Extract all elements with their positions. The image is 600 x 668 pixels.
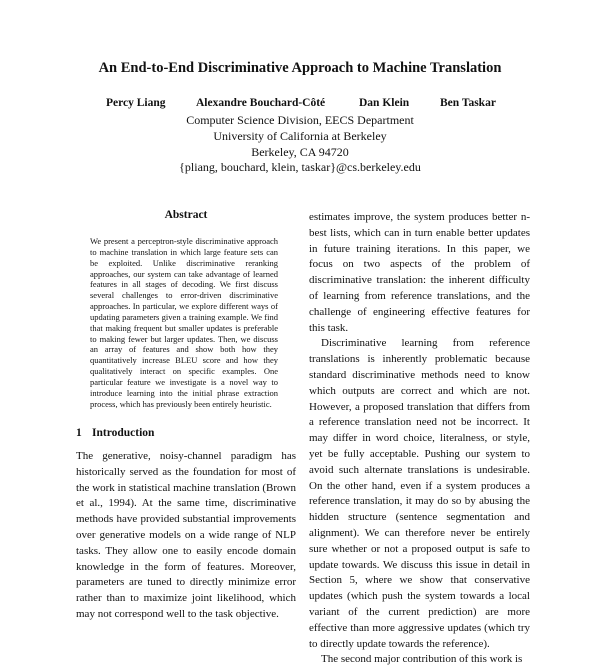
body-paragraph: Discriminative learning from reference translations is inherently problematic because standard discriminative methods need to know which outputs are correct and which are not. However, a proposed translation that differs from a reference translation need not be incorrect. It may differ in word choice, literalness, or style, yet be fully acceptable. Pushing our system to avoid such alternate translations is undesirable. On the other hand, even if a system produces a reference translation, it may do so by abusing the hidden structure (sentence segmentation and alignment). We can therefore never be entirely sure whether or not a proposed output is safe to update towards. We discuss this issue in detail in Section 5, where we show that conservative updates (which push the system towards a local variant of the current prediction) are more effective than more aggressive updates (which try to directly update towards the reference). — [309, 337, 530, 650]
body-paragraph: The second major contribution of this work is — [321, 653, 523, 666]
abstract-body: We present a perceptron-style discriminative approach to machine translation in which large feature sets can be exploited. Unlike discriminative reranking approaches, our system can take advantage of learned features in all stages of decoding. We first discuss several challenges to error-driven discriminative approaches. In particular, we explore different ways of updating parameters given a training example. We find that making frequent but smaller updates is preferable to making fewer but larger updates. Then, we discuss an array of features and show both how they quantitatively increase BLEU score and how they qualitatively interact on specific examples. One particular feature we investigate is a novel way to introduce learning into the initial phrase extraction process, which has previously been entirely heuristic. — [90, 236, 278, 409]
section-heading — [76, 427, 154, 439]
section-number: 1 — [76, 427, 82, 439]
affiliation-line: Berkeley, CA 94720 — [251, 144, 349, 159]
affiliation-line: University of California at Berkeley — [213, 128, 387, 143]
author-name: Alexandre Bouchard-Côté — [196, 97, 326, 109]
affiliation-line: Computer Science Division, EECS Department — [186, 113, 414, 127]
author-name: Ben Taskar — [440, 97, 496, 109]
abstract-heading: Abstract — [164, 209, 208, 221]
section-title: Introduction — [92, 427, 155, 439]
body-paragraph: estimates improve, the system produces better n-best lists, which can in turn enable better updates in future training iterations. In this paper, we focus on two aspects of the problem of discriminative translation: the inherent difficulty of learning from reference translations, and the challenge of engineering effective features for this task. — [309, 211, 530, 334]
author-name: Percy Liang — [106, 97, 166, 109]
author-name: Dan Klein — [359, 97, 410, 109]
intro-paragraph: The generative, noisy-channel paradigm has historically served as the foundation for most of the work in statistical machine translation (Brown et al., 1994). At the same time, discriminative methods have provided substantial improvements over generative models on a wide range of NLP tasks. They allow one to easily encode domain knowledge in the form of features. Moreover, parameters are tuned to directly minimize error rather than to maximize joint likelihood, which may not correspond well to the task objective. — [76, 450, 296, 620]
paper-title: An End-to-End Discriminative Approach to Machine Translation — [98, 60, 502, 76]
affiliation-block — [0, 113, 600, 176]
author-emails: {pliang, bouchard, klein, taskar}@cs.berkeley.edu — [179, 160, 421, 175]
right-column — [309, 210, 530, 668]
